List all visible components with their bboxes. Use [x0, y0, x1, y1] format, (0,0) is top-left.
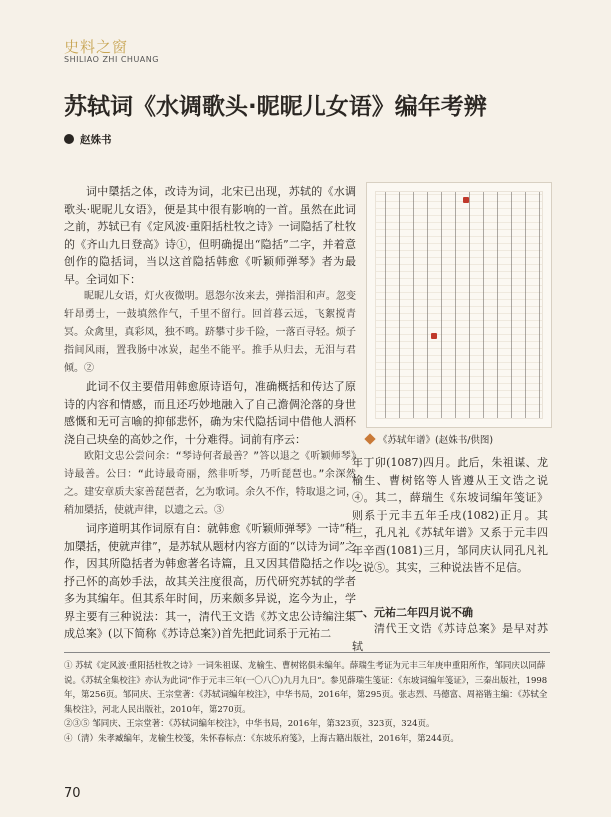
photo-texture [375, 191, 543, 419]
right-column [352, 454, 548, 577]
paragraph: 清代王文诰《苏诗总案》是早对苏轼 [352, 622, 548, 653]
author-line [64, 132, 112, 147]
section-heading: 一、元祐二年四月说不确 [352, 606, 473, 619]
paragraph: 年丁卯(1087)四月。此后，朱祖谋、龙榆生、曹树铭等人皆遵从王文诰之说④。其二，薛瑞生《东坡词编年笺证》则系于元丰五年壬戌(1082)正月。其三，孔凡礼《苏轼年谱》又系于元丰四年辛酉(1081)三月，邹同庆认同孔凡礼之说⑤。其实，三种说法皆不足信。 [352, 456, 548, 574]
footnote: ②③⑤ 邹同庆、王宗堂著：《苏轼词编年校注》，中华书局，2016年，第323页，323页，324页。 [64, 719, 435, 729]
paragraph: 此词不仅主要借用韩愈原诗语句，准确概括和传达了原诗的内容和情感，而且还巧妙地融入了自己澹倜沦落的身世感慨和无可言喻的抑郁悲怀，确为宋代隐括词中借他人酒杯浇自己块垒的高妙之作，十分难得。词前有序云： [64, 380, 356, 446]
right-column-section [352, 620, 548, 655]
page-number: 70 [64, 786, 81, 801]
quoted-poem: 昵昵儿女语，灯火夜微明。恩怨尔汝来去，弹指泪和声。忽变轩昂勇士，一鼓填然作气，千里不留行。回首暮云远，飞絮搅青冥。众禽里，真彩凤，独不鸣。跻攀寸步千险，一落百寻轻。烦子指间风雨，置我肠中冰炭，起坐不能平。推手从归去，无泪与君倾。② [64, 291, 356, 374]
article-title: 苏轼词《水调歌头·昵昵儿女语》编年考辨 [64, 94, 487, 120]
paragraph: 词序道明其作词原有自：就韩愈《听颖师弹琴》一诗“稍加檃括，使就声律”，是苏轼从题材内容方面的“以诗为词”之作，因其所隐括者为韩愈著名诗篇，且又因其借隐括之作以抒己怀的高妙手法，故其关注度很高，历代研究苏轼的学者多为其编年。但其系年时间，历来颇多异说，迄今为止，学界主要有三种说法：其一，清代王文诰《苏文忠公诗编注集成总案》(以下简称《苏诗总案》)首先把此词系于元祐二 [64, 522, 356, 640]
bullet-icon [64, 134, 74, 144]
footnote-divider [64, 652, 550, 653]
figure-caption [366, 432, 493, 446]
author-name: 赵姝书 [80, 134, 112, 146]
footnotes [64, 659, 550, 746]
seal-mark-icon [463, 197, 469, 203]
column-pinyin: SHILIAO ZHI CHUANG [64, 55, 159, 64]
paragraph: 词中檃括之体，改诗为词，北宋已出现，苏轼的《水调歌头·昵昵儿女语》，便是其中很有影响的一首。虽然在此词之前，苏轼已有《定风波·重阳括杜牧之诗》一词隐括了杜牧的《齐山九日登高》诗①，但明确提出“隐括”二字，并着意创作的隐括词，当以这首隐括韩愈《听颖师弹琴》者为最早。全词如下： [64, 185, 356, 286]
quoted-preface: 欧阳文忠公尝问余：“琴诗何者最善？”答以退之《听颖师琴》诗最善。公曰：“此诗最奇丽，然非听琴，乃听琵琶也。”余深然之。建安章质夫家善琵琶者，乞为歌词。余久不作，特取退之词，稍加檃括，使就声律，以遗之云。③ [64, 451, 356, 516]
footnote: ④（清）朱孝臧编年，龙榆生校笺，朱怀春标点：《东坡乐府笺》，上海古籍出版社，2016年，第244页。 [64, 733, 459, 744]
footnote: ① 苏轼《定风波·重阳括杜牧之诗》一词朱祖谋、龙榆生、曹树铭俱未编年。薛瑞生考证为元丰三年庚申重阳所作，邹同庆以同薛说。《苏轼全集校注》亦认为此词“作于元丰三年(一〇八〇)九月九日”。参见薛瑞生笺证：《东坡词编年笺证》，三秦出版社，1998年，第256页。邹同庆、王宗堂著：《苏轼词编年校注》，中华书局，2016年，第295页。张志烈、马德富、周裕锴主编：《苏轼全集校注》，河北人民出版社，2010年，第270页。 [64, 661, 548, 715]
left-column [64, 183, 356, 643]
caption-text: 《苏轼年谱》(赵姝书/供图) [378, 435, 494, 446]
seal-mark-icon [431, 333, 437, 339]
book-page-photo [366, 182, 552, 428]
diamond-icon [364, 433, 375, 444]
column-name: 史料之窗 [64, 38, 129, 56]
